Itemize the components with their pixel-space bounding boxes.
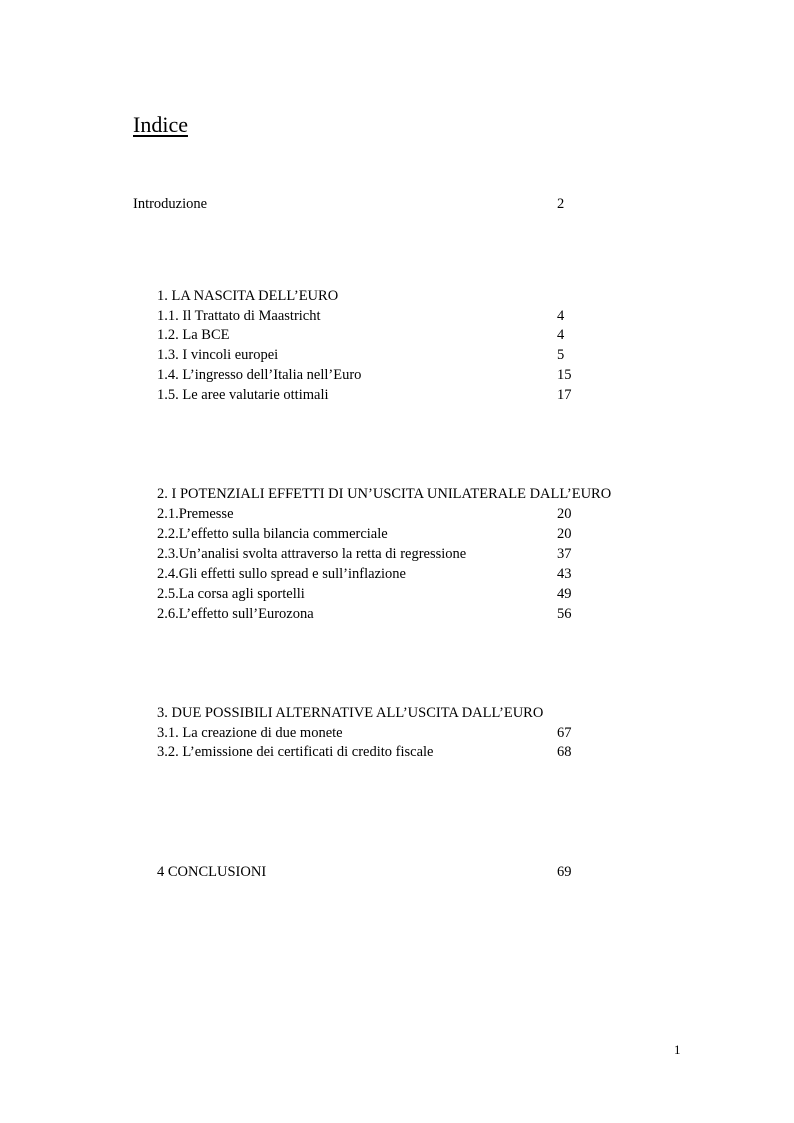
- toc-entry-label: 3.1. La creazione di due monete: [157, 725, 343, 741]
- toc-entry-page: 20: [557, 506, 572, 522]
- toc-entry-page: 17: [557, 387, 572, 403]
- toc-entry-label: 3.2. L’emissione dei certificati di credito fiscale: [157, 744, 434, 760]
- toc-entry-label: 1.2. La BCE: [157, 327, 230, 343]
- chapter-3-heading: 3. DUE POSSIBILI ALTERNATIVE ALL’USCITA DALL’EURO: [157, 705, 544, 721]
- toc-entry-page: 4: [557, 308, 565, 324]
- toc-entry-label: 2.2.L’effetto sulla bilancia commerciale: [157, 526, 388, 542]
- toc-chapter-4-page: 69: [557, 864, 572, 880]
- toc-entry-page: 5: [557, 347, 565, 363]
- toc-entry-page: 56: [557, 606, 572, 622]
- toc-entry-label: 2.4.Gli effetti sullo spread e sull’inflazione: [157, 566, 406, 582]
- toc-entry-label: 1.1. Il Trattato di Maastricht: [157, 308, 321, 324]
- toc-entry-label: 2.3.Un’analisi svolta attraverso la retta di regressione: [157, 546, 467, 562]
- toc-entry-label: 1.3. I vincoli europei: [157, 347, 279, 363]
- toc-entry-label: 1.5. Le aree valutarie ottimali: [157, 387, 329, 403]
- toc-entry-page: 20: [557, 526, 572, 542]
- toc-intro-label: Introduzione: [133, 196, 208, 212]
- toc-entry-page: 15: [557, 367, 572, 383]
- toc-entry-label: 1.4. L’ingresso dell’Italia nell’Euro: [157, 367, 362, 383]
- chapter-4-heading: 4 CONCLUSIONI: [157, 864, 267, 880]
- toc-entry-page: 37: [557, 546, 572, 562]
- toc-entry-label: 2.6.L’effetto sull’Eurozona: [157, 606, 314, 622]
- page-number: 1: [674, 1042, 681, 1057]
- toc-entry-page: 68: [557, 744, 572, 760]
- toc-entry-label: 2.1.Premesse: [157, 506, 234, 522]
- toc-entry-page: 4: [557, 327, 565, 343]
- toc-entry-page: 67: [557, 725, 572, 741]
- chapter-2-heading: 2. I POTENZIALI EFFETTI DI UN’USCITA UNILATERALE DALL’EURO: [157, 486, 612, 502]
- toc-entry-label: 2.5.La corsa agli sportelli: [157, 586, 305, 602]
- toc-entry-page: 43: [557, 566, 572, 582]
- toc-entry-page: 49: [557, 586, 572, 602]
- page-title: Indice: [133, 112, 188, 137]
- toc-intro-page: 2: [557, 196, 565, 212]
- chapter-1-heading: 1. LA NASCITA DELL’EURO: [157, 288, 339, 304]
